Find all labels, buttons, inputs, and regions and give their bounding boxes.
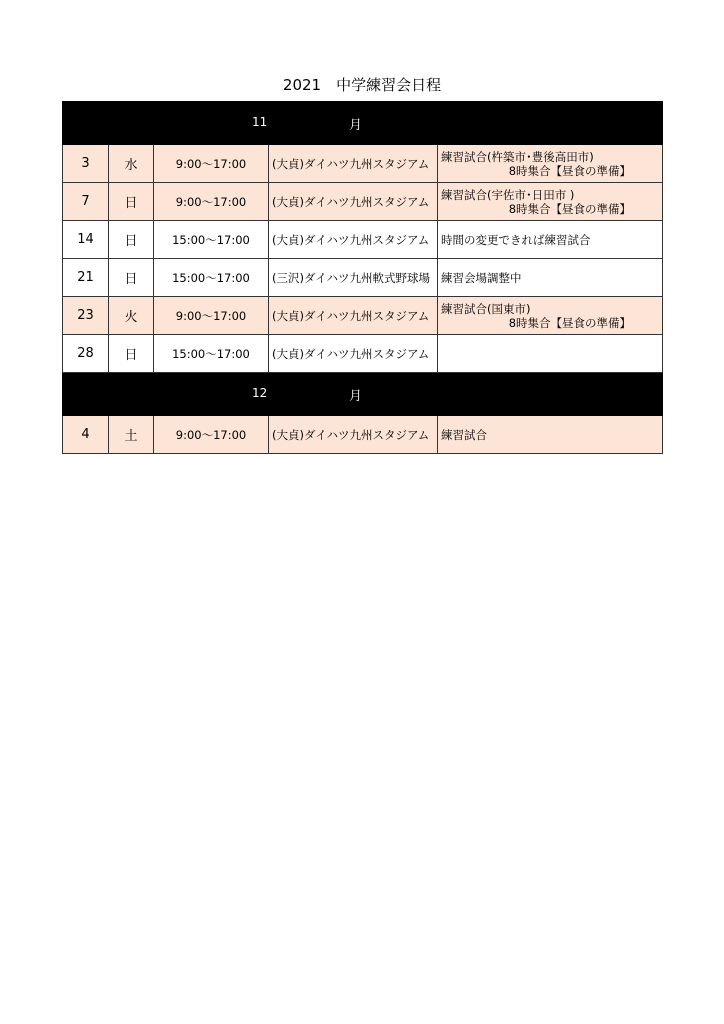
month-header-row (63, 373, 663, 416)
weekday-cell: 土 (109, 416, 154, 454)
note-cell (438, 183, 663, 221)
venue-cell: (大貞)ダイハツ九州スタジアム (269, 335, 438, 373)
month-number: 12 (252, 386, 268, 400)
month-unit: 月 (349, 118, 363, 133)
venue-cell: (大貞)ダイハツ九州スタジアム (269, 145, 438, 183)
venue-cell: (三沢)ダイハツ九州軟式野球場 (269, 259, 438, 297)
weekday-cell: 火 (109, 297, 154, 335)
time-cell: 9:00〜17:00 (154, 183, 269, 221)
table-row (63, 335, 663, 373)
note-cell (438, 145, 663, 183)
month-unit: 月 (349, 389, 363, 404)
note-line-2: 8時集合【昼食の準備】 (508, 315, 632, 330)
table-row (63, 183, 663, 221)
schedule-table (62, 101, 663, 454)
venue-cell: (大貞)ダイハツ九州スタジアム (269, 221, 438, 259)
time-cell: 9:00〜17:00 (154, 416, 269, 454)
day-cell: 3 (63, 145, 109, 183)
month-header (63, 102, 663, 145)
day-cell: 28 (63, 335, 109, 373)
weekday-cell: 水 (109, 145, 154, 183)
month-header-row (63, 102, 663, 145)
day-cell: 23 (63, 297, 109, 335)
note-cell (438, 416, 663, 454)
weekday-cell: 日 (109, 183, 154, 221)
venue-cell: (大貞)ダイハツ九州スタジアム (269, 416, 438, 454)
note-cell (438, 335, 663, 373)
note-cell (438, 221, 663, 259)
venue-cell: (大貞)ダイハツ九州スタジアム (269, 183, 438, 221)
note-line-2: 8時集合【昼食の準備】 (508, 201, 632, 216)
table-row (63, 259, 663, 297)
table-row (63, 297, 663, 335)
note-line-1: 練習試合(国東市) (441, 301, 531, 316)
table-row (63, 221, 663, 259)
day-cell: 21 (63, 259, 109, 297)
weekday-cell: 日 (109, 335, 154, 373)
weekday-cell: 日 (109, 221, 154, 259)
time-cell: 15:00〜17:00 (154, 221, 269, 259)
table-row (63, 416, 663, 454)
day-cell: 4 (63, 416, 109, 454)
day-cell: 7 (63, 183, 109, 221)
time-cell: 15:00〜17:00 (154, 335, 269, 373)
venue-cell: (大貞)ダイハツ九州スタジアム (269, 297, 438, 335)
time-cell: 9:00〜17:00 (154, 297, 269, 335)
time-cell: 9:00〜17:00 (154, 145, 269, 183)
time-cell: 15:00〜17:00 (154, 259, 269, 297)
weekday-cell: 日 (109, 259, 154, 297)
note-line-1: 時間の変更できれば練習試合 (441, 232, 591, 247)
note-line-1: 練習試合(宇佐市･日田市 ) (441, 187, 575, 202)
month-header (63, 373, 663, 416)
note-line-2: 8時集合【昼食の準備】 (508, 163, 632, 178)
page-title: 2021 中学練習会日程 (282, 76, 442, 94)
note-cell (438, 297, 663, 335)
day-cell: 14 (63, 221, 109, 259)
note-line-1: 練習会場調整中 (441, 270, 522, 285)
table-row (63, 145, 663, 183)
note-cell (438, 259, 663, 297)
month-number: 11 (252, 115, 268, 129)
note-line-1: 練習試合 (441, 427, 487, 442)
note-line-1: 練習試合(杵築市･豊後高田市) (441, 149, 594, 164)
